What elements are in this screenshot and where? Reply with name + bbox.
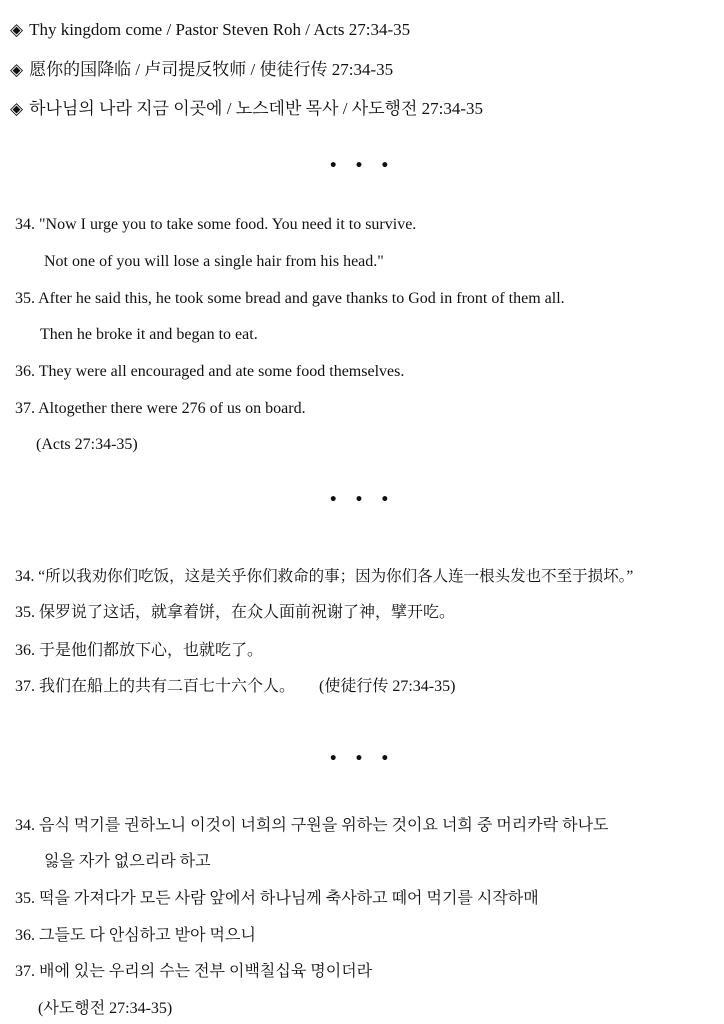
english-reference: (Acts 27:34-35) bbox=[36, 436, 138, 453]
header-korean bbox=[10, 99, 483, 119]
korean-reference: (사도행전 27:34-35) bbox=[38, 1000, 173, 1017]
section-separator: • • • bbox=[328, 492, 396, 508]
chinese-verse-35: 35. 保罗说了这话，就拿着饼，在众人面前祝谢了神，擘开吃。 bbox=[15, 604, 456, 621]
header-korean-text: 하나님의 나라 지금 이곳에 / 노스데반 목사 / 사도행전 27:34-35 bbox=[29, 99, 484, 118]
korean-verse-34: 34. 음식 먹기를 권하노니 이것이 너희의 구원을 위하는 것이요 너희 중 머리카락 하나도 bbox=[15, 817, 609, 834]
english-verse-35: 35. After he said this, he took some bread and gave thanks to God in front of them all. bbox=[15, 290, 565, 307]
diamond-bullet-icon: ◈ bbox=[10, 20, 24, 39]
english-verse-34-cont: Not one of you will lose a single hair from his head." bbox=[44, 253, 384, 270]
chinese-reference: (使徒行传 27:34-35) bbox=[319, 678, 456, 695]
korean-verse-35: 35. 떡을 가져다가 모든 사람 앞에서 하나님께 축사하고 떼어 먹기를 시작하매 bbox=[15, 890, 539, 907]
chinese-verse-37-text: 37. 我们在船上的共有二百七十六个人。 bbox=[15, 678, 296, 695]
header-chinese bbox=[10, 60, 393, 80]
section-separator: • • • bbox=[328, 158, 396, 174]
section-separator: • • • bbox=[328, 751, 396, 767]
header-english-text: Thy kingdom come / Pastor Steven Roh / Acts 27:34-35 bbox=[29, 20, 411, 39]
english-verse-36: 36. They were all encouraged and ate some food themselves. bbox=[15, 363, 405, 380]
english-verse-35-cont: Then he broke it and began to eat. bbox=[40, 326, 258, 343]
diamond-bullet-icon: ◈ bbox=[10, 99, 24, 118]
header-chinese-text: 愿你的国降临 / 卢司提反牧师 / 使徒行传 27:34-35 bbox=[29, 60, 394, 79]
korean-verse-34-cont: 잃을 자가 없으리라 하고 bbox=[44, 853, 211, 870]
chinese-verse-34: 34. “所以我劝你们吃饭，这是关乎你们救命的事；因为你们各人连一根头发也不至于损坏。” bbox=[15, 568, 634, 585]
diamond-bullet-icon: ◈ bbox=[10, 60, 24, 79]
english-verse-37: 37. Altogether there were 276 of us on board. bbox=[15, 400, 306, 417]
header-english bbox=[10, 20, 410, 40]
chinese-verse-36: 36. 于是他们都放下心，也就吃了。 bbox=[15, 642, 264, 659]
chinese-verse-37 bbox=[15, 677, 455, 697]
korean-verse-37: 37. 배에 있는 우리의 수는 전부 이백칠십육 명이더라 bbox=[15, 963, 373, 980]
korean-verse-36: 36. 그들도 다 안심하고 받아 먹으니 bbox=[15, 927, 256, 944]
english-verse-34: 34. "Now I urge you to take some food. You need it to survive. bbox=[15, 216, 417, 233]
